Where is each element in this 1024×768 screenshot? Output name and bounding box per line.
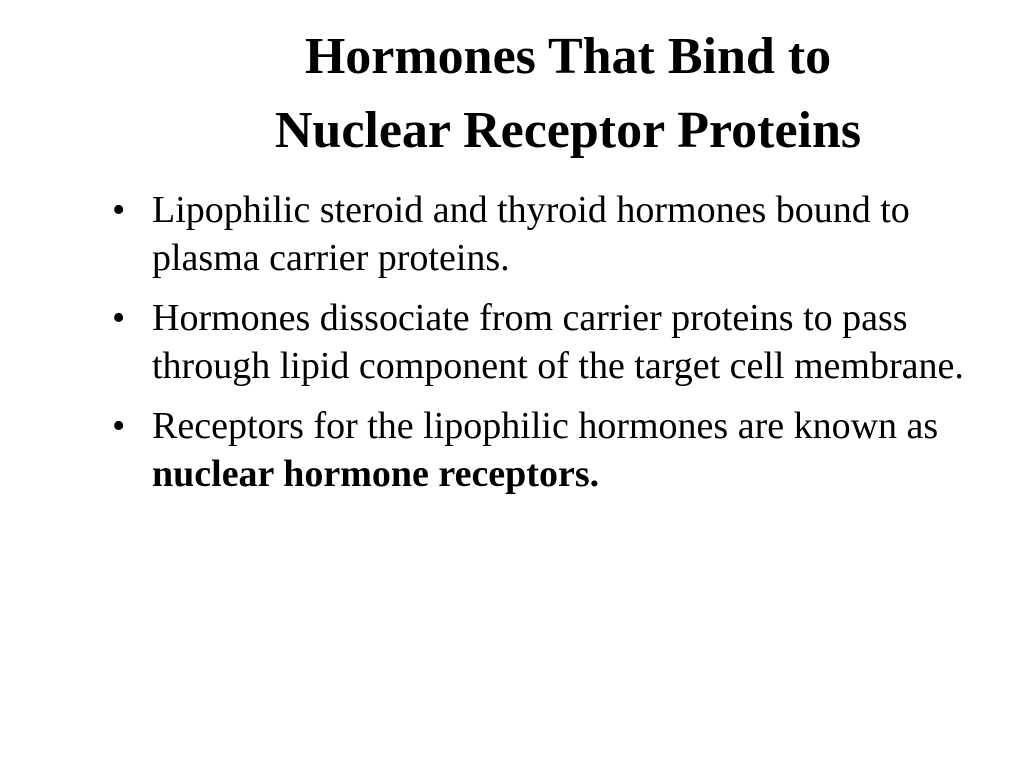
slide-title (160, 20, 976, 168)
slide-title-line-2: Nuclear Receptor Proteins (274, 102, 862, 159)
bullet-item-1 (112, 186, 992, 282)
bullet-text: Hormones dissociate from carrier proteins to pass through lipid component of the target cell membrane. (152, 297, 964, 387)
bullet-emphasis-text: nuclear hormone receptors. (152, 453, 600, 495)
bullet-item-3 (112, 402, 992, 498)
bullet-list (112, 186, 992, 510)
bullet-dot-icon: • (112, 405, 126, 447)
bullet-item-2 (112, 294, 992, 390)
slide-title-line-1: Hormones That Bind to (304, 28, 832, 85)
bullet-dot-icon: • (112, 189, 126, 231)
bullet-dot-icon: • (112, 297, 126, 339)
bullet-text: Lipophilic steroid and thyroid hormones bound to plasma carrier proteins. (152, 189, 910, 279)
bullet-text: Receptors for the lipophilic hormones are known as (152, 405, 939, 447)
